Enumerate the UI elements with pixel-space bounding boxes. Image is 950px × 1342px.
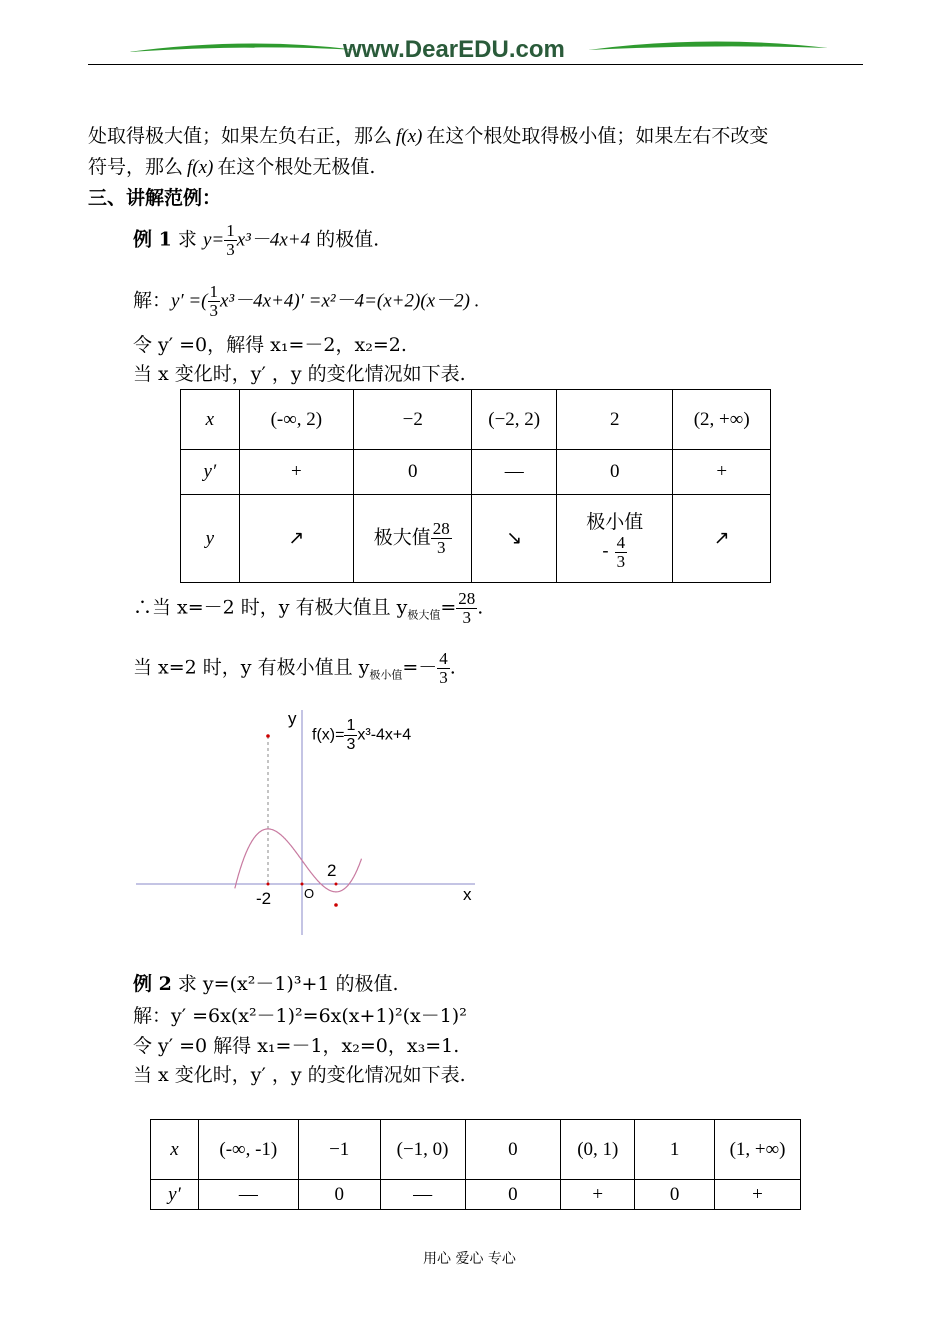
section-title: 三、讲解范例：	[88, 187, 222, 209]
table-row	[181, 495, 771, 583]
intro-line-2: 符号，那么 f(x) 在这个根处无极值.	[88, 156, 376, 178]
table-cell: +	[239, 450, 353, 495]
table-cell: +	[715, 1180, 801, 1210]
tick-pos2	[335, 883, 338, 886]
table-cell: (0, 1)	[561, 1120, 635, 1180]
header-logo: www.DearEDU.com	[343, 36, 565, 63]
table-cell-maximum: 极大值 $\frac{28}{3}$	[354, 495, 472, 583]
example2-table	[150, 1119, 801, 1210]
table-cell: 0	[354, 450, 472, 495]
graph-canvas	[130, 705, 490, 940]
increasing-arrow-icon: ↗	[673, 495, 771, 583]
intro-line-1: 处取得极大值；如果左负右正，那么 f(x) 在这个根处取得极小值；如果左右不改变	[88, 125, 769, 147]
table-cell: 0	[557, 450, 673, 495]
tick-neg2	[267, 883, 270, 886]
table-cell: —	[472, 450, 557, 495]
example1-prompt: 例 1 求 y= $\frac{1}{3}$ x³－4x+4 的极值.	[133, 221, 380, 259]
example2-step3: 当 x 变化时，y′ ，y 的变化情况如下表.	[133, 1064, 466, 1086]
table-cell: 2	[557, 390, 673, 450]
origin-label: O	[304, 886, 315, 901]
pos2-label: 2	[327, 861, 337, 880]
table-row	[181, 390, 771, 450]
fraction: $\frac{1}{3}$	[209, 282, 219, 320]
header-swoosh-left	[128, 36, 358, 60]
header-banner	[88, 30, 863, 70]
example2-prompt: 例 2 求 y=(x²－1)³+1 的极值.	[133, 973, 399, 995]
table-cell: −2	[354, 390, 472, 450]
table-cell: 1	[635, 1120, 715, 1180]
x-axis-label: x	[463, 885, 472, 904]
table-cell: y′	[181, 450, 240, 495]
table-cell: —	[380, 1180, 465, 1210]
table-cell: (2, +∞)	[673, 390, 771, 450]
function-graph	[130, 705, 490, 940]
fraction: $\frac{1}{3}$	[226, 221, 235, 259]
table-cell: —	[198, 1180, 298, 1210]
example1-step2: 令 y′ =0，解得 x₁=－2，x₂=2.	[133, 334, 407, 356]
max-point	[266, 734, 270, 738]
y-axis-label: y	[288, 709, 297, 728]
table-cell: (−1, 0)	[380, 1120, 465, 1180]
table-cell: (-∞, -1)	[198, 1120, 298, 1180]
example1-table	[180, 389, 771, 583]
table-cell: (1, +∞)	[715, 1120, 801, 1180]
table-cell: x	[151, 1120, 199, 1180]
table-cell: −1	[298, 1120, 380, 1180]
min-point	[334, 903, 338, 907]
header-rule	[88, 64, 863, 65]
table-cell: 0	[298, 1180, 380, 1210]
table-row	[151, 1180, 801, 1210]
table-cell: 0	[465, 1120, 561, 1180]
table-cell: y′	[151, 1180, 199, 1210]
function-curve	[235, 829, 362, 892]
table-cell: 0	[635, 1180, 715, 1210]
example2-step2: 令 y′ =0 解得 x₁=－1，x₂=0，x₃=1.	[133, 1035, 460, 1057]
decreasing-arrow-icon: ↘	[472, 495, 557, 583]
footer-text: 用心 爱心 专心	[423, 1251, 516, 1267]
table-cell: x	[181, 390, 240, 450]
table-cell: 0	[465, 1180, 561, 1210]
table-cell: (−2, 2)	[472, 390, 557, 450]
header-swoosh-right	[588, 36, 828, 60]
function-label: f(x)= $\frac{1}{3}$ x³-4x+4	[312, 717, 412, 753]
table-cell: y	[181, 495, 240, 583]
table-cell: +	[561, 1180, 635, 1210]
table-cell: (-∞, 2)	[239, 390, 353, 450]
example1-conclusion-max: ∴当 x=－2 时，y 有极大值且 $y_{极大值}=$ $\frac{28}{3}$ .	[133, 589, 484, 627]
example2-solution: 解：y′ =6x(x²－1)²=6x(x+1)²(x－1)²	[133, 1005, 467, 1027]
example1-solution: 解：y′ =( $\frac{1}{3}$ x³－4x+4)′ =x²－4=(x+2)(x－2) .	[133, 282, 480, 320]
example1-step3: 当 x 变化时，y′ ，y 的变化情况如下表.	[133, 363, 466, 385]
neg2-label: -2	[256, 889, 272, 908]
table-row	[181, 450, 771, 495]
table-cell-minimum: 极小值 - $\frac{4}{3}$	[557, 495, 673, 583]
example1-conclusion-min: 当 x=2 时，y 有极小值且 $y_{极小值}=-$ $\frac{4}{3}$ .	[133, 649, 456, 687]
table-cell: +	[673, 450, 771, 495]
table-row	[151, 1120, 801, 1180]
increasing-arrow-icon: ↗	[239, 495, 353, 583]
